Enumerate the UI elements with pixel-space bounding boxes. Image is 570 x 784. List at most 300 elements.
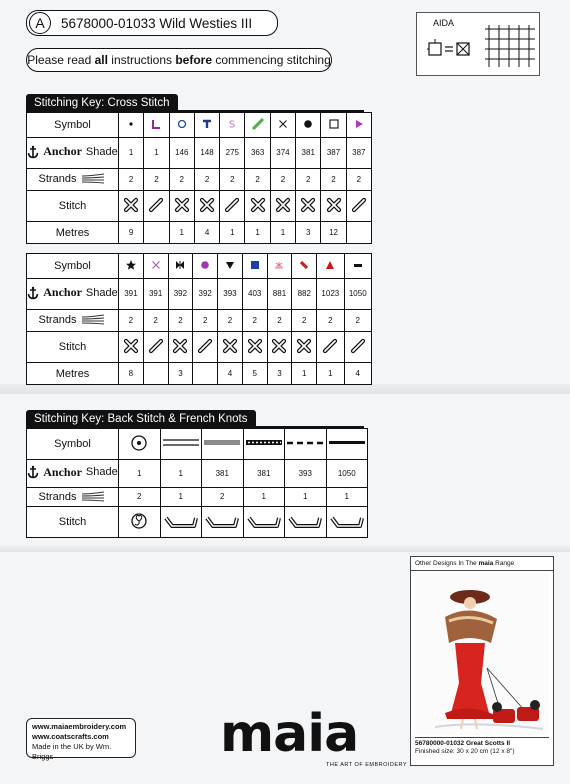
- stitch-label: Stitch: [58, 199, 87, 212]
- row-header-strands: [27, 487, 119, 506]
- strands-cell: [317, 309, 344, 331]
- back-stitch-icon: [288, 512, 322, 530]
- shade-value: 391: [124, 289, 138, 299]
- star-symbol-icon: [125, 259, 137, 271]
- row-anchor: [27, 279, 372, 310]
- back-strands-value: 1: [178, 492, 183, 502]
- instructions-text-5: commencing stitching: [215, 53, 331, 67]
- row-symbol: [27, 254, 372, 279]
- half-stitch-icon: [350, 338, 366, 354]
- symbol-label: Symbol: [54, 260, 91, 273]
- thread-strands-icon: [80, 173, 106, 185]
- stitch-cell: [218, 331, 243, 363]
- french-knot-stitch-icon: [128, 512, 150, 530]
- thread-strands-icon: [80, 491, 106, 503]
- metres-cell: [144, 222, 169, 244]
- full-cross-stitch-icon: [174, 197, 190, 213]
- symbol-cell: [270, 113, 295, 138]
- dashed-line-line-icon: [285, 434, 325, 452]
- strands-value: 2: [128, 174, 134, 184]
- metres-cell: [296, 222, 321, 244]
- shade-value: 146: [175, 148, 189, 158]
- row-header-strands: [27, 309, 119, 331]
- aida-legend-icon: [427, 37, 477, 61]
- metres-cell: [242, 363, 267, 385]
- strands-cell: [245, 168, 270, 190]
- strands-label: Strands: [38, 490, 77, 503]
- strands-cell: [296, 168, 321, 190]
- back-stitch-cell: [285, 506, 327, 537]
- back-stitch-icon: [247, 512, 281, 530]
- strands-value: 2: [178, 315, 183, 325]
- stitch-cell: [169, 190, 194, 222]
- row-anchor: [27, 138, 372, 169]
- letter-s-symbol-icon: [226, 118, 238, 130]
- symbol-label: Symbol: [54, 119, 91, 132]
- anchor-cell: [143, 279, 168, 310]
- stitch-cell: [119, 190, 144, 222]
- maia-website-link[interactable]: www.maiaembroidery.com: [32, 722, 127, 731]
- back-anchor-cell: [119, 460, 161, 487]
- filled-square-symbol-icon: [249, 259, 261, 271]
- strands-cell: [144, 168, 169, 190]
- back-symbol-cell: [243, 429, 285, 460]
- stitch-label: Stitch: [58, 515, 87, 528]
- strands-label-group: [39, 314, 107, 326]
- symbol-cell: [292, 254, 317, 279]
- back-shade-value: 1050: [337, 468, 356, 478]
- symbol-cell: [267, 254, 292, 279]
- symbol-cell: [143, 254, 168, 279]
- row-header-symbol: [27, 254, 119, 279]
- back-stitch-icon: [164, 512, 198, 530]
- row-header-stitch: [27, 331, 119, 363]
- stitch-cell: [242, 331, 267, 363]
- shade-label: Shade: [85, 466, 118, 479]
- back-shade-value: 381: [215, 468, 229, 478]
- row-header-anchor: [27, 279, 119, 310]
- strands-cell: [292, 309, 317, 331]
- strands-label-group: [39, 173, 107, 185]
- cross-stitch-table-2: [26, 253, 372, 385]
- other-designs-suffix: Range: [495, 560, 515, 567]
- stitch-cell: [193, 331, 218, 363]
- other-designs-prefix: Other Designs In The: [415, 560, 477, 567]
- shade-value: 392: [173, 289, 188, 299]
- strands-value: 2: [280, 174, 286, 184]
- filled-circle-symbol-icon: [302, 118, 314, 130]
- corner-symbol-icon: [150, 118, 162, 130]
- instructions-note: [26, 48, 332, 72]
- back-strands-cell: [160, 487, 202, 506]
- aida-label: AIDA: [433, 18, 455, 28]
- back-symbol-cell: [326, 429, 368, 460]
- metres-value: 3: [178, 369, 183, 379]
- back-strands-cell: [243, 487, 285, 506]
- shade-value: 1: [154, 148, 159, 158]
- symbol-cell: [245, 113, 270, 138]
- strands-cell: [242, 309, 267, 331]
- filled-circle-symbol-icon: [199, 259, 211, 271]
- anchor-cell: [317, 279, 344, 310]
- back-row-stitch: [27, 506, 368, 537]
- cross-symbol-icon: [150, 259, 162, 271]
- strands-cell: [119, 168, 144, 190]
- row-header-symbol: [27, 113, 119, 138]
- strands-cell: [193, 309, 218, 331]
- other-design-code: 56780000-01032: [415, 740, 465, 747]
- back-stitch-icon: [330, 512, 364, 530]
- anchor-logo-icon: [27, 465, 39, 479]
- strands-value: 2: [179, 174, 184, 184]
- other-design-size: Finished size: 30 x 20 cm (12 x 8"): [415, 747, 515, 755]
- grey-thick-line-line-icon: [202, 434, 242, 452]
- maia-tagline: THE ART OF EMBROIDERY: [326, 762, 408, 768]
- metres-value: 1: [230, 228, 235, 238]
- row-stitch: [27, 331, 372, 363]
- french-knot-line-icon: [119, 434, 159, 452]
- other-designs-brand: maia: [478, 560, 494, 567]
- strands-label: Strands: [38, 173, 77, 186]
- anchor-cell: [218, 279, 243, 310]
- strands-cell: [344, 309, 371, 331]
- row-header-stitch: [27, 506, 119, 537]
- strands-cell: [218, 309, 243, 331]
- metres-cell: [169, 222, 194, 244]
- symbol-cell: [169, 113, 194, 138]
- anchor-cell: [344, 279, 371, 310]
- row-strands: [27, 309, 372, 331]
- back-symbol-cell: [160, 429, 202, 460]
- stitch-cell: [292, 331, 317, 363]
- leaf-symbol-icon: [252, 118, 264, 130]
- full-cross-stitch-icon: [247, 338, 263, 354]
- back-strands-cell: [202, 487, 244, 506]
- triangle-up-symbol-icon: [324, 259, 336, 271]
- symbol-cell: [296, 113, 321, 138]
- metres-cell: [193, 363, 218, 385]
- back-stitch-cell: [243, 506, 285, 537]
- aida-weave-icon: [483, 23, 537, 69]
- stitch-cell: [194, 190, 219, 222]
- metres-value: 3: [277, 369, 282, 379]
- stitch-cell: [220, 190, 245, 222]
- back-row-symbol: [27, 429, 368, 460]
- stitch-cell: [144, 190, 169, 222]
- tee-symbol-icon: [201, 118, 213, 130]
- shade-value: 1023: [321, 289, 340, 299]
- pattern-title-badge: [26, 10, 278, 36]
- instructions-text-4: before: [175, 53, 213, 67]
- back-shade-value: 1: [137, 468, 142, 478]
- strands-cell: [119, 309, 144, 331]
- cross-stitch-section-title: Stitching Key: Cross Stitch: [26, 94, 178, 112]
- svg-text:S: S: [229, 119, 236, 131]
- metres-cell: [119, 222, 144, 244]
- full-cross-stitch-icon: [250, 197, 266, 213]
- back-stitch-cell: [160, 506, 202, 537]
- strands-value: 2: [230, 174, 235, 184]
- metres-value: 4: [355, 369, 360, 379]
- anchor-cell: [245, 138, 270, 169]
- thread-strands-icon: [80, 314, 106, 326]
- back-symbol-cell: [202, 429, 244, 460]
- strands-cell: [143, 309, 168, 331]
- metres-cell: [267, 363, 292, 385]
- full-cross-stitch-icon: [172, 338, 188, 354]
- strands-value: 2: [153, 315, 158, 325]
- coats-website-link[interactable]: www.coatscrafts.com: [32, 732, 109, 742]
- metres-label: Metres: [55, 367, 90, 380]
- back-strands-cell: [119, 487, 161, 506]
- metres-cell: [168, 363, 193, 385]
- great-scotts-artwork: [415, 573, 549, 735]
- half-stitch-icon: [197, 338, 213, 354]
- half-stitch-icon: [224, 197, 240, 213]
- shade-value: 275: [225, 148, 240, 158]
- shade-value: 381: [301, 148, 315, 158]
- shade-label: Shade: [85, 145, 118, 158]
- anchor-shade-label: [27, 285, 117, 300]
- back-anchor-cell: [285, 460, 327, 487]
- strands-value: 2: [277, 315, 282, 325]
- symbol-cell: [344, 254, 371, 279]
- strands-cell: [267, 309, 292, 331]
- back-stitch-section-title: Stitching Key: Back Stitch & French Knots: [26, 410, 256, 428]
- symbol-cell: [346, 113, 371, 138]
- double-line-line-icon: [161, 434, 201, 452]
- back-shade-value: 393: [298, 468, 312, 478]
- instructions-text-2: all: [94, 53, 108, 67]
- strands-cell: [194, 168, 219, 190]
- strands-cell: [220, 168, 245, 190]
- anchor-cell: [168, 279, 193, 310]
- dotted-bar-line-icon: [244, 434, 284, 452]
- strands-value: 2: [328, 315, 333, 325]
- full-cross-stitch-icon: [300, 197, 316, 213]
- anchor-cell: [346, 138, 371, 169]
- stitch-cell: [245, 190, 270, 222]
- back-strands-value: 2: [137, 492, 142, 502]
- triangle-down-symbol-icon: [224, 259, 236, 271]
- half-stitch-icon: [148, 338, 164, 354]
- back-strands-cell: [326, 487, 368, 506]
- triangle-right-symbol-icon: [353, 118, 365, 130]
- instructions-text-1: Please read: [27, 53, 92, 67]
- symbol-cell: [193, 254, 218, 279]
- metres-cell: [143, 363, 168, 385]
- strands-value: 2: [355, 315, 360, 325]
- strands-cell: [168, 309, 193, 331]
- shade-value: 363: [250, 148, 265, 158]
- shade-value: 387: [326, 148, 341, 158]
- shade-value: 387: [352, 148, 366, 158]
- full-cross-stitch-icon: [222, 338, 238, 354]
- metres-cell: [119, 363, 144, 385]
- circle-outline-symbol-icon: [176, 118, 188, 130]
- strands-value: 2: [252, 315, 257, 325]
- shade-value: 148: [200, 148, 214, 158]
- cross-symbol-icon: [277, 118, 289, 130]
- row-metres: [27, 363, 372, 385]
- strands-value: 2: [204, 174, 210, 184]
- metres-cell: [194, 222, 219, 244]
- back-stitch-icon: [205, 512, 239, 530]
- symbol-cell: [220, 113, 245, 138]
- full-cross-stitch-icon: [199, 197, 215, 213]
- shade-value: 1: [128, 148, 134, 158]
- dash-symbol-icon: [352, 259, 364, 271]
- strands-value: 2: [154, 174, 159, 184]
- metres-value: 3: [306, 228, 311, 238]
- back-row-anchor: [27, 460, 368, 487]
- metres-value: 1: [255, 228, 260, 238]
- stitch-cell: [296, 190, 321, 222]
- back-strands-value: 1: [261, 492, 266, 502]
- back-strands-value: 1: [344, 492, 349, 502]
- symbol-cell: [321, 113, 346, 138]
- row-stitch: [27, 190, 372, 222]
- row-symbol: [27, 113, 372, 138]
- thick-line-line-icon: [327, 434, 367, 452]
- shade-value: 393: [223, 289, 237, 299]
- metres-value: 1: [328, 369, 333, 379]
- back-shade-value: 1: [178, 468, 183, 478]
- metres-value: 5: [252, 369, 257, 379]
- slash-bar-symbol-icon: [298, 259, 310, 271]
- metres-label: Metres: [55, 226, 90, 239]
- row-header-anchor: [27, 138, 119, 169]
- stitch-label: Stitch: [58, 340, 87, 353]
- back-anchor-cell: [202, 460, 244, 487]
- other-designs-caption: [415, 737, 549, 756]
- back-symbol-cell: [285, 429, 327, 460]
- metres-value: 4: [227, 369, 233, 379]
- anchor-brand-label: Anchor: [43, 285, 82, 300]
- full-cross-stitch-icon: [296, 338, 312, 354]
- anchor-cell: [220, 138, 245, 169]
- strands-value: 2: [306, 174, 311, 184]
- sheet-letter: A: [29, 12, 51, 34]
- anchor-cell: [296, 138, 321, 169]
- strands-cell: [321, 168, 346, 190]
- anchor-cell: [242, 279, 267, 310]
- half-stitch-icon: [148, 197, 164, 213]
- metres-value: 12: [329, 228, 338, 238]
- stitch-cell: [346, 190, 371, 222]
- metres-value: 1: [179, 228, 184, 238]
- metres-cell: [270, 222, 295, 244]
- made-in-uk-text: Made in the UK by Wm. Briggs: [32, 742, 112, 762]
- strands-cell: [169, 168, 194, 190]
- anchor-cell: [119, 279, 144, 310]
- metres-value: 4: [204, 228, 210, 238]
- shade-value: 374: [276, 148, 290, 158]
- symbol-cell: [119, 254, 144, 279]
- metres-cell: [321, 222, 346, 244]
- aida-fabric-box: [416, 12, 540, 76]
- other-design-name: Great Scotts II: [465, 740, 511, 747]
- stitch-cell: [267, 331, 292, 363]
- back-row-strands: [27, 487, 368, 506]
- strands-value: 2: [128, 315, 134, 325]
- back-stitch-table: [26, 428, 368, 538]
- metres-cell: [292, 363, 317, 385]
- symbol-cell: [218, 254, 243, 279]
- anchor-cell: [321, 138, 346, 169]
- metres-value: 9: [128, 228, 134, 238]
- symbol-cell: [119, 113, 144, 138]
- pattern-title: 5678000-01033 Wild Westies III: [61, 15, 253, 31]
- burst-symbol-icon: [273, 259, 285, 271]
- square-outline-symbol-icon: [328, 118, 340, 130]
- metres-value: 1: [280, 228, 286, 238]
- back-anchor-cell: [160, 460, 202, 487]
- strands-value: 2: [302, 315, 307, 325]
- maia-logo: maia: [220, 704, 359, 764]
- strands-label: Strands: [38, 314, 77, 327]
- metres-cell: [344, 363, 371, 385]
- anchor-cell: [292, 279, 317, 310]
- strands-value: 2: [356, 174, 362, 184]
- strands-value: 2: [227, 315, 233, 325]
- back-shade-value: 381: [257, 468, 271, 478]
- symbol-cell: [317, 254, 344, 279]
- symbol-cell: [242, 254, 267, 279]
- anchor-cell: [169, 138, 194, 169]
- full-cross-stitch-icon: [271, 338, 287, 354]
- instructions-text-3: instructions: [111, 53, 172, 67]
- full-cross-stitch-icon: [326, 197, 342, 213]
- back-symbol-cell: [119, 429, 161, 460]
- stitch-cell: [270, 190, 295, 222]
- back-stitch-cell: [202, 506, 244, 537]
- full-cross-stitch-icon: [275, 197, 291, 213]
- bowtie-symbol-icon: [174, 259, 186, 271]
- row-header-metres: [27, 222, 119, 244]
- anchor-logo-icon: [27, 286, 39, 300]
- full-cross-stitch-icon: [123, 338, 139, 354]
- strands-value: 2: [331, 174, 336, 184]
- dot-symbol-icon: [125, 118, 137, 130]
- shade-value: 882: [297, 289, 311, 299]
- website-links-box: [26, 718, 136, 762]
- cross-stitch-table-1: [26, 112, 372, 244]
- metres-cell: [346, 222, 371, 244]
- anchor-brand-label: Anchor: [43, 464, 82, 479]
- symbol-cell: [168, 254, 193, 279]
- stitch-cell: [321, 190, 346, 222]
- row-header-stitch: [27, 190, 119, 222]
- fold-band-2: [0, 546, 570, 552]
- strands-cell: [346, 168, 371, 190]
- stitch-cell: [168, 331, 193, 363]
- half-stitch-icon: [322, 338, 338, 354]
- back-strands-value: 1: [303, 492, 308, 502]
- back-stitch-cell: [119, 506, 161, 537]
- row-metres: [27, 222, 372, 244]
- shade-value: 403: [248, 289, 262, 299]
- stitch-cell: [317, 331, 344, 363]
- anchor-cell: [270, 138, 295, 169]
- anchor-cell: [194, 138, 219, 169]
- back-strands-value: 2: [220, 492, 225, 502]
- row-header-anchor: [27, 460, 119, 487]
- strands-cell: [270, 168, 295, 190]
- symbol-cell: [144, 113, 169, 138]
- metres-cell: [218, 363, 243, 385]
- row-header-metres: [27, 363, 119, 385]
